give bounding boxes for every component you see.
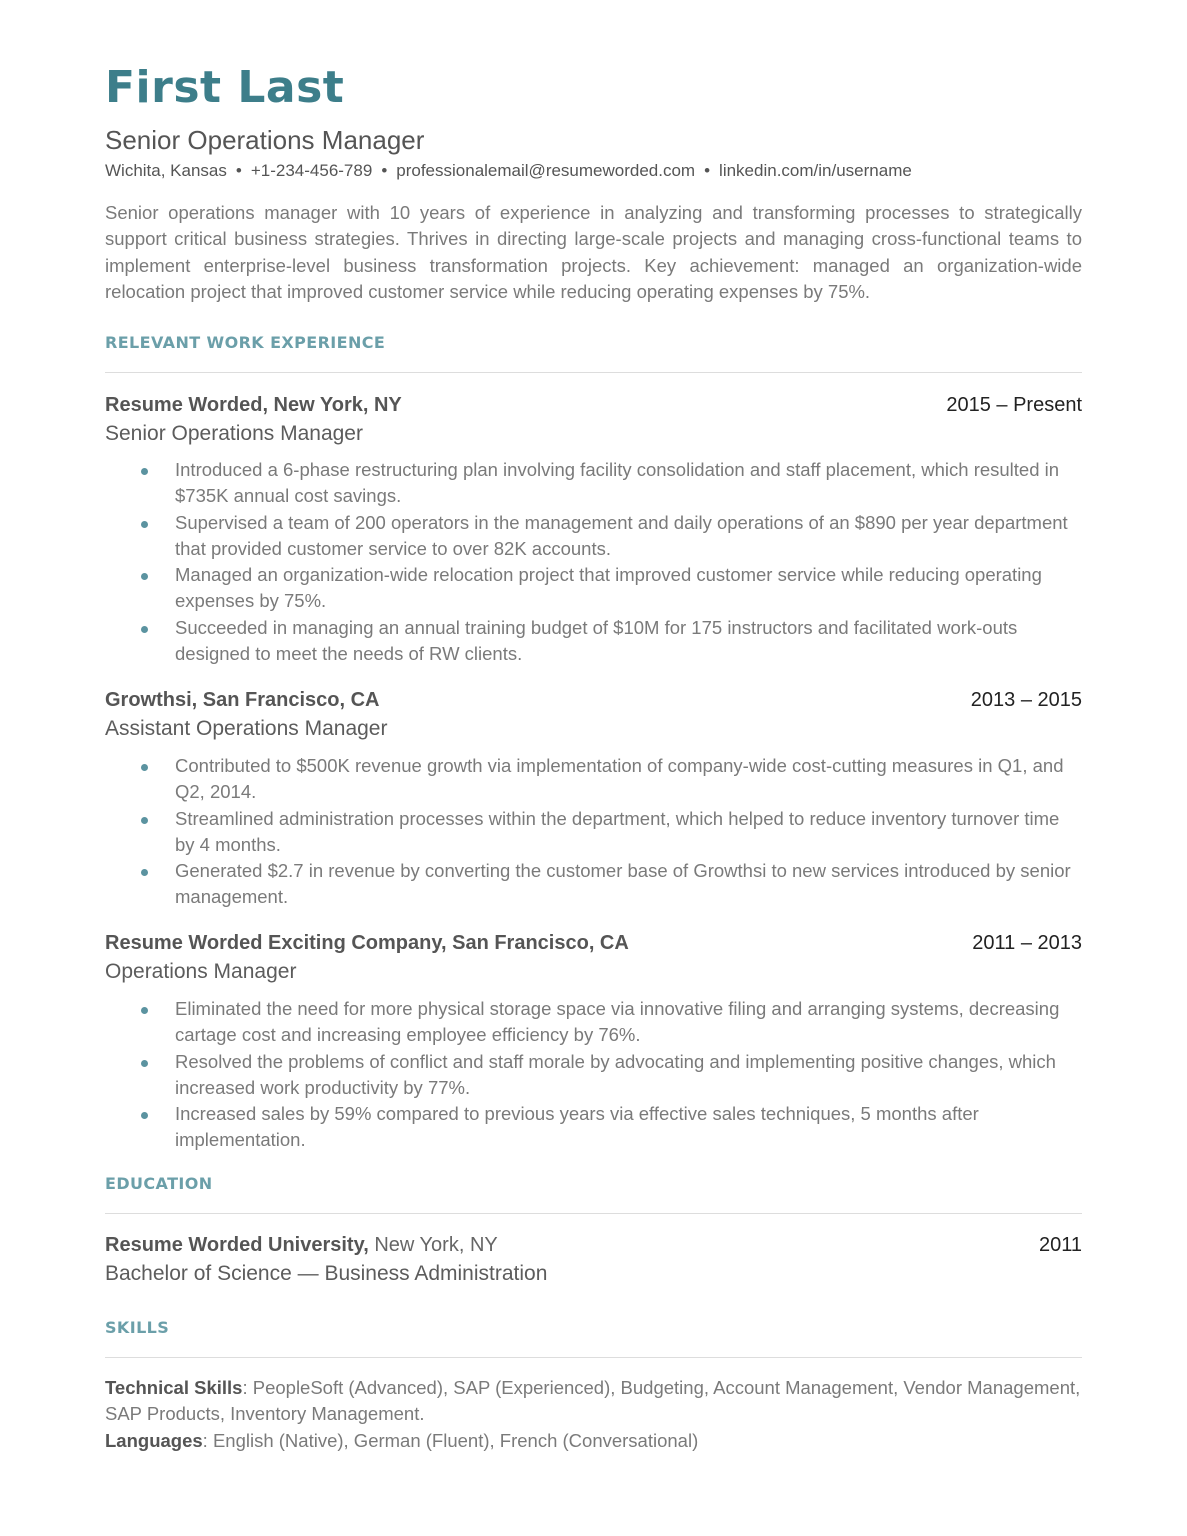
candidate-title: Senior Operations Manager (105, 125, 425, 155)
contact-phone: +1-234-456-789 (250, 161, 373, 180)
contact-separator: • (381, 161, 388, 180)
bullet-dot (141, 468, 148, 475)
job-bullet (105, 1101, 1075, 1154)
contact-location: Wichita, Kansas (105, 161, 227, 180)
candidate-name: First Last (105, 62, 345, 113)
bullet-text: Contributed to $500K revenue growth via implementation of company-wide cost-cutting measures in Q1, and Q2, 2014. (175, 755, 1064, 803)
job-bullet (105, 457, 1075, 510)
job-bullet-list (105, 996, 1075, 1154)
education-school: Resume Worded University, (105, 1234, 369, 1256)
job-company: Resume Worded Exciting Company, San Francisco, CA (105, 932, 629, 954)
bullet-dot (141, 1060, 148, 1067)
job-company: Growthsi, San Francisco, CA (105, 689, 380, 711)
education-location: New York, NY (374, 1234, 498, 1256)
job-bullet (105, 806, 1075, 859)
bullet-text: Increased sales by 59% compared to previous years via effective sales techniques, 5 months after implementation. (175, 1103, 979, 1151)
job-dates: 2013 – 2015 (970, 689, 1082, 711)
bullet-dot (141, 1007, 148, 1014)
contact-separator: • (235, 161, 242, 180)
job-header (105, 687, 1082, 713)
bullet-dot (141, 521, 148, 528)
section-divider (105, 1213, 1082, 1214)
languages-label: Languages (105, 1430, 203, 1451)
bullet-dot (141, 573, 148, 580)
section-divider (105, 372, 1082, 373)
job-dates: 2011 – 2013 (972, 932, 1082, 954)
languages (105, 1428, 1082, 1454)
bullet-dot (141, 626, 148, 633)
section-heading-experience: RELEVANT WORK EXPERIENCE (105, 333, 386, 352)
bullet-dot (141, 817, 148, 824)
job-bullet (105, 562, 1075, 615)
technical-skills-value: : PeopleSoft (Advanced), SAP (Experienced), Budgeting, Account Management, Vendor Management, SAP Products, Inventory Management. (105, 1377, 1081, 1425)
technical-skills (105, 1375, 1082, 1428)
section-divider (105, 1357, 1082, 1358)
bullet-text: Succeeded in managing an annual training budget of $10M for 175 instructors and facilitated work-outs designed to meet the needs of RW clients. (175, 616, 1018, 665)
technical-skills-label: Technical Skills (105, 1377, 243, 1398)
section-heading-education: EDUCATION (105, 1174, 213, 1193)
job-bullet-list (105, 753, 1075, 911)
bullet-text: Resolved the problems of conflict and staff morale by advocating and implementing positive changes, which increased work productivity by 77%. (175, 1050, 1056, 1098)
job-bullet (105, 858, 1075, 911)
bullet-text: Streamlined administration processes within the department, which helped to reduce inventory turnover time by 4 months. (175, 807, 1060, 855)
job-header (105, 392, 1082, 418)
professional-summary: Senior operations manager with 10 years of experience in analyzing and transforming processes to strategically support critical business strategies. Thrives in directing large-scale projects and managing cross-functional teams to implement enterprise-level business transformation projects. Key achievement: managed an organization-wide relocation project that improved customer service while reducing operating expenses by 75%. (105, 202, 1082, 302)
job-dates: 2015 – Present (946, 394, 1082, 416)
contact-linkedin[interactable]: linkedin.com/in/username (719, 161, 912, 180)
job-title: Assistant Operations Manager (105, 717, 388, 740)
job-bullet-list (105, 457, 1075, 667)
bullet-text: Introduced a 6-phase restructuring plan involving facility consolidation and staff placement, which resulted in $735K annual cost savings. (175, 459, 1060, 507)
languages-value: : English (Native), German (Fluent), French (Conversational) (202, 1430, 699, 1451)
bullet-dot (141, 1112, 148, 1119)
job-bullet (105, 615, 1075, 668)
bullet-text: Eliminated the need for more physical storage space via innovative filing and arranging systems, decreasing cartage cost and increasing employee efficiency by 76%. (175, 998, 1060, 1046)
job-bullet (105, 996, 1075, 1049)
bullet-dot (141, 764, 148, 771)
job-title: Operations Manager (105, 960, 297, 983)
section-heading-skills: SKILLS (105, 1318, 170, 1337)
contact-line (105, 160, 912, 182)
job-title: Senior Operations Manager (105, 422, 363, 445)
bullet-text: Supervised a team of 200 operators in the management and daily operations of an $890 per year department that provided customer service to over 82K accounts. (175, 511, 1068, 559)
job-bullet (105, 1049, 1075, 1102)
job-bullet (105, 510, 1075, 563)
job-bullet (105, 753, 1075, 806)
job-company: Resume Worded, New York, NY (105, 394, 402, 416)
contact-separator: • (704, 161, 711, 180)
education-header (105, 1232, 1082, 1258)
bullet-text: Managed an organization-wide relocation project that improved customer service while reducing operating expenses by 75%. (175, 564, 1042, 612)
bullet-dot (141, 869, 148, 876)
education-year: 2011 (1038, 1234, 1082, 1256)
education-degree: Bachelor of Science — Business Administration (105, 1262, 548, 1285)
contact-email[interactable]: professionalemail@resumeworded.com (396, 161, 696, 180)
bullet-text: Generated $2.7 in revenue by converting the customer base of Growthsi to new services introduced by senior management. (175, 860, 1071, 908)
job-header (105, 930, 1082, 956)
